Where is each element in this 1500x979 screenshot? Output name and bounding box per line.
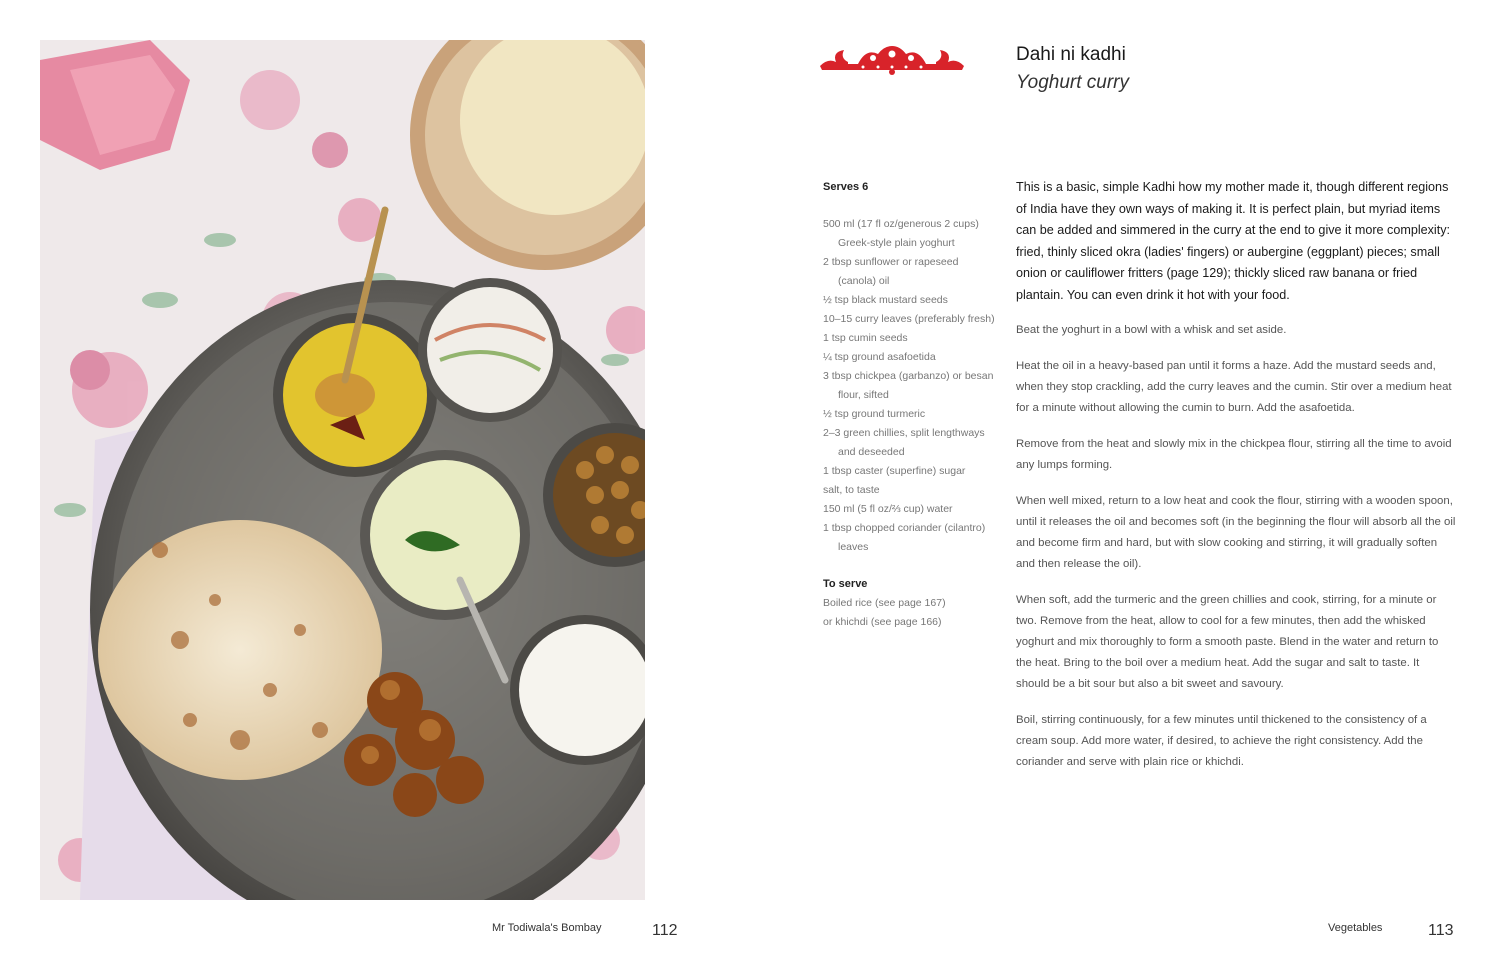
to-serve-item: Boiled rice (see page 167) (823, 597, 946, 609)
method-step: Remove from the heat and slowly mix in the chickpea flour, stirring all the time to avoid any lumps forming. (1016, 438, 1452, 471)
method-step: Heat the oil in a heavy-based pan until it forms a haze. Add the mustard seeds and, when they stop crackling, add the curry leaves and the cumin. Stir over a medium heat for a minute without allowing the cumin to burn. Add the asafoetida. (1016, 360, 1452, 414)
ingredient-item: ½ tsp black mustard seeds (823, 294, 948, 306)
ingredient-item: 3 tbsp chickpea (garbanzo) or besan flour, sifted (823, 370, 994, 401)
ingredient-item: 500 ml (17 fl oz/generous 2 cups) Greek-style plain yoghurt (823, 218, 979, 249)
recipe-intro: This is a basic, simple Kadhi how my mother made it, though different regions of India have they own ways of making it. It is perfect plain, but myriad items can be added and simmered in the curry at the end to give it more complexity: fried, thinly sliced okra (ladies' fingers) or aubergine (eggplant) pieces; small onion or cauliflower fritters (page 129); thickly sliced raw banana or fried plantain. You can even drink it hot with your food. (1016, 180, 1451, 302)
method-step: Boil, stirring continuously, for a few minutes until thickened to the consistency of a cream soup. Add more water, if desired, to achieve the right consistency. Add the coriander and serve with plain rice or khichdi. (1016, 714, 1427, 768)
ingredient-item: 2–3 green chillies, split lengthways and deseeded (823, 427, 985, 458)
ingredient-list (823, 215, 998, 557)
recipe-subtitle: Yoghurt curry (1016, 72, 1129, 93)
method-column (1016, 177, 1456, 788)
ingredient-item: 1 tsp cumin seeds (823, 332, 908, 344)
method-step: Beat the yoghurt in a bowl with a whisk and set aside. (1016, 324, 1287, 336)
ingredient-item: ½ tsp ground turmeric (823, 408, 926, 420)
to-serve-heading: To serve (823, 578, 868, 590)
section-name: Vegetables (1328, 922, 1383, 934)
ingredients-column (823, 178, 998, 632)
ingredient-item: 150 ml (5 fl oz/⅔ cup) water (823, 503, 953, 515)
ingredient-item: 1 tbsp caster (superfine) sugar (823, 465, 966, 477)
recipe-title: Dahi ni kadhi (1016, 44, 1126, 65)
page-number-right: 113 (1428, 922, 1454, 939)
method-step: When well mixed, return to a low heat and cook the flour, stirring with a wooden spoon, until it releases the oil and becomes soft (in the beginning the flour will absorb all the oil and become firm and hard, but with slow cooking and stirring, it will gradually soften and then release the oil). (1016, 495, 1456, 570)
method-step: When soft, add the turmeric and the green chillies and cook, stirring, for a minute or two. Remove from the heat, allow to cool for a few minutes, then add the whisked yoghurt and mix thoroughly to form a smooth paste. Blend in the water and return to the heat. Bring to the boil over a medium heat. Add the sugar and salt to taste. It should be a bit sour but also a bit sweet and savoury. (1016, 594, 1439, 690)
to-serve-item: or khichdi (see page 166) (823, 616, 942, 628)
running-title: Mr Todiwala's Bombay (492, 922, 602, 934)
to-serve-list (823, 594, 998, 632)
thali-photo (40, 40, 645, 900)
decorative-ornament-icon (818, 42, 966, 76)
ingredient-item: 10–15 curry leaves (preferably fresh) (823, 313, 995, 325)
ingredient-item: 1 tbsp chopped coriander (cilantro) leaves (823, 522, 986, 553)
ingredient-item: ¼ tsp ground asafoetida (823, 351, 936, 363)
serves-label: Serves 6 (823, 181, 869, 193)
ingredient-item: salt, to taste (823, 484, 880, 496)
page-number-left: 112 (652, 922, 678, 939)
thali-food-photo-icon (40, 40, 645, 900)
ingredient-item: 2 tbsp sunflower or rapeseed (canola) oil (823, 256, 959, 287)
